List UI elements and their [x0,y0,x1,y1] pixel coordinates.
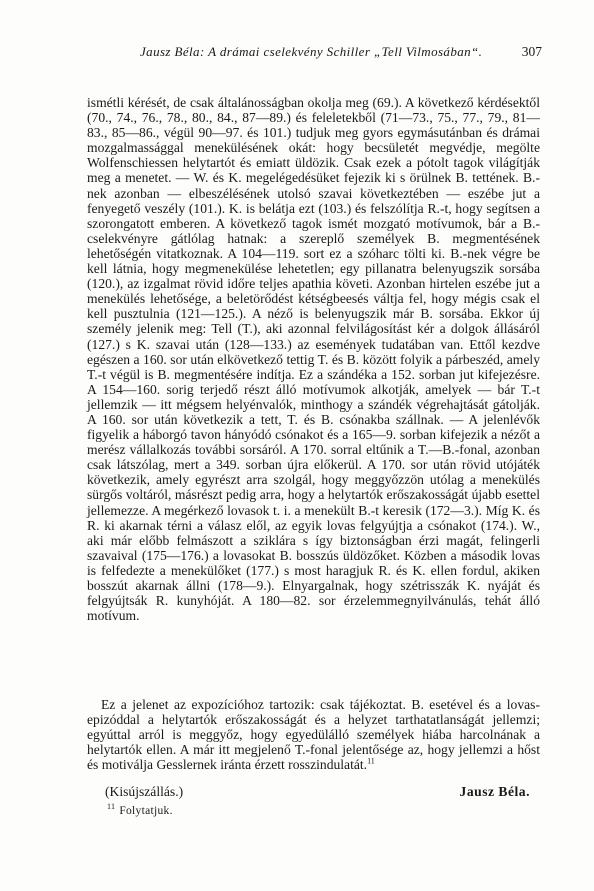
footnote [107,802,173,817]
footnote-text: Folytatjuk. [119,804,173,817]
footnote-number: 11 [107,802,116,811]
footnote-reference: 11 [367,756,375,766]
body-paragraph-2-text: Ez a jelenet az expozícióhoz tartozik: csak tájékoztat. B. esetével és a lovas-epizóddal a helytartók erőszakosságát és a helyzet tarthatatlanságát jellemzi; egyúttal arról is meggyőz, hogy egyedülálló személyek hiába harcolnának a helytartók ellen. A már itt megjelenő T.-fonal jelentősége az, hogy jellemzi a hőst és motiválja Gesslernek iránta érzett rosszindulatát. [87,697,540,773]
body-paragraph-1: ismétli kérését, de csak általánosságban okolja meg (69.). A következő kérdésektől (70., 74., 76., 78., 80., 84., 87—89.) és feleletekből (71—73., 75., 77., 79., 81—83., 85—86., végül 90—97. és 101.) tudjuk meg gyors egymásutánban és drámai mozgalmassággal menekülésének okát: hogy becsületét megvédje, megölte Wolfenschiessen helytartót és emiatt üldözik. Csak ezek a pótolt tagok világítják meg a menetet. — W. és K. megelégedésüket fejezik ki s örülnek B. tettének. B.-nek azonban — elbeszélésének utolsó szavai következtében — eszébe jut a fenyegető veszély (101.). K. is belátja ezt (103.) és felszólítja R.-t, hogy segítsen a szorongatott emberen. A következő tagok ismét mozgató motívumok, bár a B.-cselekvényre gátlólag hatnak: a szereplő személyek B. megmentésének lehetőségén vitatkoznak. A 104—119. sort ez a szóharc tölti ki. B.-nek végre be kell látnia, hogy megmenekülése lehetetlen; egy pillanatra belenyugszik sorsába (120.), az izgalmat rövid időre teljes apathia követi. Azonban hirtelen eszébe jut a menekülés lehetősége, a beletörődést kétségbeesés váltja fel, hogy mégis csak el kell pusztulnia (121—125.). A néző is belenyugszik már B. sorsába. Ekkor új személy jelenik meg: Tell (T.), aki azonnal felvilágosítást kér a dolgok állásáról (127.) s K. szavai után (128—133.) az események tudatában van. Ettől kezdve egészen a 160. sor után elkövetkező tettig T. és B. között folyik a párbeszéd, amely T.-t végül is B. megmentésére indítja. Ez a szándéka a 152. sorban jut kifejezésre. A 154—160. sorig terjedő részt álló motívumok alkotják, amelyek — bár T.-t jellemzik — itt mégsem helyénvalók, minthogy a szándék végrehajtását gátolják. A 160. sor után következik a tett, T. és B. csónakba szállnak. — A jelenlévők figyelik a háborgó tavon hányódó csónakot és a 165—9. sorban kifejezik a nézőt a merész vállalkozás további sorsáról. A 170. sorral eltűnik a T.—B.-fonal, azonban csak látszólag, mert a 349. sorban újra előkerül. A 170. sor után rövid utójáték következik, amely egyrészt arra szolgál, hogy meggyőzzön utólag a menekülés sürgős voltáról, másrészt pedig arra, hogy a helytartók erőszakosságát újabb esettel jellemezze. A megérkező lovasok t. i. a menekült B.-t keresik (172—3.). Míg K. és R. ki akarnak térni a válasz elől, az egyik lovas felgyújtja a csónakot (174.). W., aki már előbb felmászott a sziklára s így biztonságban érzi magát, felingerli szavaival (175—176.) a lovasokat B. bosszús üldözőket. Közben a második lovas is felfedezte a menekülőket (177.) s most haragjuk R. és K. ellen fordul, akiken bosszút akarnak állni (178—9.). Elnyargalnak, hogy szétrisszák K. nyáját és felgyújtsák R. kunyhóját. A 180—82. sor érzelemmegnyilvánulás, tehát álló motívum. [87,95,540,624]
signature-author: Jausz Béla. [459,784,530,799]
signature-place: (Kisújszállás.) [105,784,184,799]
running-title: Jausz Béla: A drámai cselekvény Schiller „Tell Vilmosában“. [140,44,483,59]
page-number: 307 [521,44,542,59]
body-paragraph-2 [87,697,540,772]
running-header [90,44,550,62]
signature-line [105,784,530,802]
